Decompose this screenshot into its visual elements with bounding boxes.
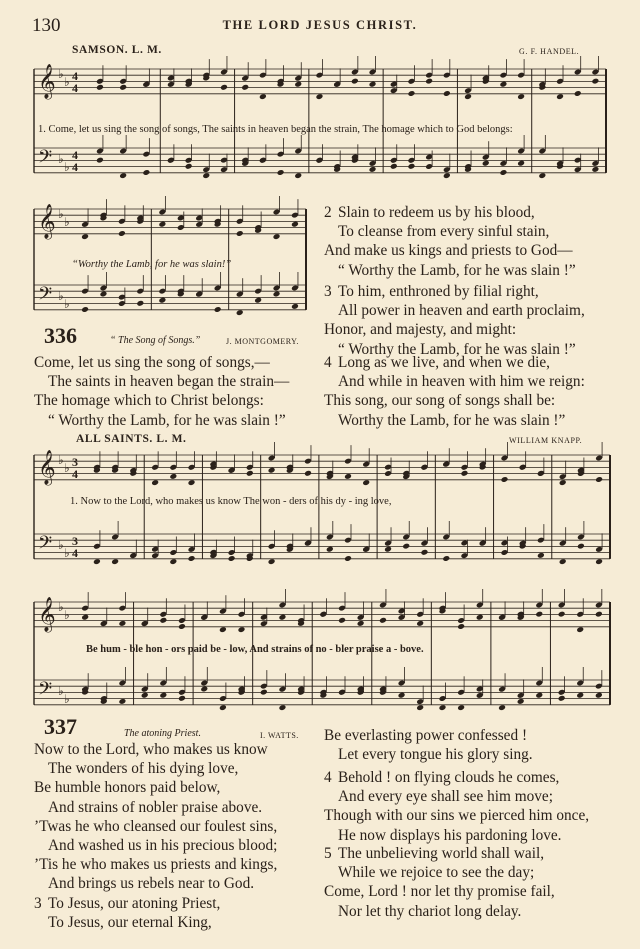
note-head [357,620,365,627]
verse-line: And washed us in his precious blood; [48,837,278,855]
note-head [202,172,210,179]
stanza-number: 4 [324,354,332,371]
hymn-number-336: 336 [44,323,77,348]
note-head [236,309,244,316]
note-head [535,611,543,618]
treble-clef-icon: 𝄞 [38,450,56,485]
time-signature: 3 [72,455,78,469]
note-head [96,157,104,164]
bass-clef-icon: 𝄢 [38,147,53,172]
note-head [159,692,167,699]
note-head [119,172,127,179]
note-head [200,686,208,693]
note-head [188,555,196,562]
flat-icon: ♭ [58,600,64,614]
verse-line: Be everlasting power confessed ! [324,727,528,744]
note-head [559,479,567,486]
note-head [100,291,108,298]
note-head [595,611,603,618]
note-head [118,698,126,705]
note-head [402,543,410,550]
verse-line: Nor let thy chariot long delay. [338,902,522,920]
verse-line: ’Twas he who cleansed our foulest sins, [34,817,278,835]
page-number: 130 [32,15,61,36]
note-head [442,555,450,562]
note-head [344,473,352,480]
verse-line: Behold ! on flying clouds he comes, [338,769,560,786]
verse-line: The unbelieving world shall wail, [338,845,545,862]
time-signature: 3 [72,534,78,548]
hymn-337-author: I. WATTS. [260,731,299,740]
note-head [260,689,268,696]
verse-line: He now displays his pardoning love. [338,826,562,844]
note-head [439,704,447,711]
note-head [591,166,599,173]
flat-icon: ♭ [58,207,64,221]
stanza-number: 2 [324,204,332,221]
verse-line: All power in heaven and earth proclaim, [338,302,585,320]
tune-title-samson: SAMSON. L. M. [72,44,162,56]
note-head [188,479,196,486]
note-head [220,84,228,91]
verse-line: While we rejoice to see the day; [338,864,535,882]
note-head [344,555,352,562]
note-head [501,476,509,483]
note-head [499,81,507,88]
flat-icon: ♭ [58,67,64,81]
note-head [464,93,472,100]
note-head [238,626,246,633]
flat-icon: ♭ [64,692,70,706]
flat-icon: ♭ [58,289,64,303]
note-head [136,300,144,307]
note-head [268,558,276,565]
note-head [476,614,484,621]
tune-composer-all-saints: WILLIAM KNAPP. [509,436,583,445]
note-head [379,617,387,624]
note-head [158,297,166,304]
hymn-336-subtitle: “ The Song of Songs.” [110,335,201,346]
all-saints-lyric-line-2: Be hum - ble hon - ors paid be - low, And strains of no - bler praise a - bove. [86,644,424,655]
note-head [93,558,101,565]
note-head [219,626,227,633]
note-head [595,558,603,565]
note-head [304,470,312,477]
hymn-336-stanza-4 [324,353,585,430]
note-head [537,552,545,559]
hymn-336-stanza-1 [34,353,289,430]
tune-title-all-saints: ALL SAINTS. L. M. [76,433,187,445]
note-head [316,93,324,100]
note-head [291,303,299,310]
note-head [384,546,392,553]
note-head [443,172,451,179]
note-head [169,558,177,565]
verse-line: And every eye shall see him move; [338,788,553,806]
note-head [538,172,546,179]
note-head [574,90,582,97]
note-head [416,620,424,627]
hymn-337-right-column [324,726,533,764]
note-head [416,704,424,711]
verse-line: Worthy the Lamb, for he was slain !” [338,411,566,429]
verse-line: And make us kings and priests to God— [324,242,573,260]
flat-icon: ♭ [64,160,70,174]
note-head [576,626,584,633]
bass-clef-icon: 𝄢 [38,533,53,558]
verse-line: To cleanse from every sinful stain, [338,223,550,241]
note-head [420,549,428,556]
verse-line: And while in heaven with him we reign: [338,373,585,391]
note-head [81,306,89,313]
verse-line: The homage which to Christ belongs: [34,392,264,410]
flat-icon: ♭ [64,297,70,311]
verse-line: To Jesus, our eternal King, [48,913,212,931]
verse-line: Come, Lord ! nor let thy promise fail, [324,883,555,901]
hymn-337-left-column [34,740,277,932]
note-head [362,479,370,486]
note-head [178,623,186,630]
note-head [111,558,119,565]
note-head [294,172,302,179]
note-head [279,704,287,711]
note-head [338,617,346,624]
time-signature: 4 [72,81,78,95]
stanza-number: 3 [34,894,42,912]
note-head [326,546,334,553]
flat-icon: ♭ [58,684,64,698]
note-head [159,617,167,624]
note-head [558,695,566,702]
note-head [577,543,585,550]
note-head [259,93,267,100]
note-head [219,704,227,711]
verse-line: Honor, and majesty, and might: [324,321,517,339]
bass-clef-icon: 𝄢 [38,679,53,704]
note-head [517,160,525,167]
note-head [408,90,416,97]
note-head [595,692,603,699]
note-head [482,160,490,167]
time-signature: 4 [72,69,78,83]
flat-icon: ♭ [58,152,64,166]
note-head [81,614,89,621]
time-signature: 4 [72,160,78,174]
verse-line: “ Worthy the Lamb, for he was slain !” [338,261,576,279]
verse-line: Now to the Lord, who makes us know [34,741,268,758]
note-head [254,297,262,304]
verse-line: Though with our sins we pierced him once, [324,807,590,825]
note-head [236,230,244,237]
flat-icon: ♭ [64,608,70,622]
verse-line: This song, our song of songs shall be: [324,392,556,410]
note-head [273,291,281,298]
note-head [535,692,543,699]
time-signature: 4 [72,148,78,162]
all-saints-lyric-line-1: 1. Now to the Lord, who makes us know The won - ders of his dy - ing love, [70,496,392,507]
verse-line: To Jesus, our atoning Priest, [48,894,221,912]
verse-line: To him, enthroned by filial right, [338,283,539,300]
note-head [141,692,149,699]
verse-line: ’Tis he who makes us priests and kings, [34,856,278,874]
time-signature: 4 [72,467,78,481]
time-signature: 4 [72,546,78,560]
hymn-337-subtitle: The atoning Priest. [124,728,201,739]
note-head [96,84,104,91]
note-head [241,84,249,91]
verse-line: The saints in heaven began the strain— [48,373,290,391]
treble-clef-icon: 𝄞 [38,597,56,632]
verse-line: Come, let us sing the song of songs,— [34,354,270,371]
note-head [118,620,126,627]
note-head [443,90,451,97]
bass-clef-icon: 𝄢 [38,284,53,309]
note-head [119,84,127,91]
note-head [228,555,236,562]
note-head [576,692,584,699]
running-title: THE LORD JESUS CHRIST. [222,18,418,32]
flat-icon: ♭ [64,215,70,229]
flat-icon: ♭ [64,546,70,560]
hymn-337-stanza-5 [324,844,555,921]
hymn-337-stanza-4 [324,768,589,845]
verse-line: “ Worthy the Lamb, for he was slain !” [338,340,576,358]
note-head [169,473,177,480]
stanza-number: 4 [324,769,332,786]
treble-clef-icon: 𝄞 [38,64,56,99]
samson-lyric-line-1: 1. Come, let us sing the song of songs, The saints in heaven began the strain, The homage which to God belongs: [38,124,513,135]
note-head [517,93,525,100]
flat-icon: ♭ [58,538,64,552]
note-head [457,623,465,630]
note-head [559,558,567,565]
stanza-number: 5 [324,845,332,862]
note-head [369,166,377,173]
note-head [351,78,359,85]
note-head [273,233,281,240]
hymn-336-stanza-2 [324,203,576,280]
verse-line: Let every tongue his glory sing. [338,746,533,764]
hymn-336-author: J. MONTGOMERY. [226,337,299,346]
note-head [277,169,285,176]
note-head [246,470,254,477]
verse-line: “ Worthy the Lamb, for he was slain !” [48,411,286,429]
note-head [425,78,433,85]
note-head [158,221,166,228]
treble-clef-icon: 𝄞 [38,204,56,239]
note-head [294,81,302,88]
verse-line: Long as we live, and when we die, [338,354,550,371]
note-head [178,695,186,702]
samson-lyric-line-2: “Worthy the Lamb, for he was slain!” [72,259,232,270]
verse-line: And strains of nobler praise above. [48,798,263,816]
flat-icon: ♭ [64,461,70,475]
note-head [118,230,126,237]
note-head [151,479,159,486]
note-head [185,163,193,170]
note-head [498,704,506,711]
hymn-336-stanza-3 [324,282,585,359]
note-head [398,692,406,699]
note-head [291,221,299,228]
note-head [556,93,564,100]
note-head [408,163,416,170]
note-head [369,81,377,88]
note-head [142,169,150,176]
note-head [558,611,566,618]
stanza-number: 3 [324,283,332,300]
flat-icon: ♭ [58,453,64,467]
note-head [595,476,603,483]
note-head [517,698,525,705]
verse-line: And brings us rebels near to God. [48,875,255,893]
note-head [390,163,398,170]
verse-line: The wonders of his dying love, [48,760,239,778]
verse-line: Slain to redeem us by his blood, [338,204,535,221]
verse-line: Be humble honors paid below, [34,779,221,797]
note-head [81,233,89,240]
flat-icon: ♭ [64,75,70,89]
note-head [591,78,599,85]
tune-composer-samson: G. F. HANDEL. [519,47,580,56]
note-head [279,614,287,621]
note-head [457,704,465,711]
hymn-number-337: 337 [44,714,77,739]
note-head [268,467,276,474]
note-head [214,306,222,313]
note-head [461,470,469,477]
note-head [499,169,507,176]
